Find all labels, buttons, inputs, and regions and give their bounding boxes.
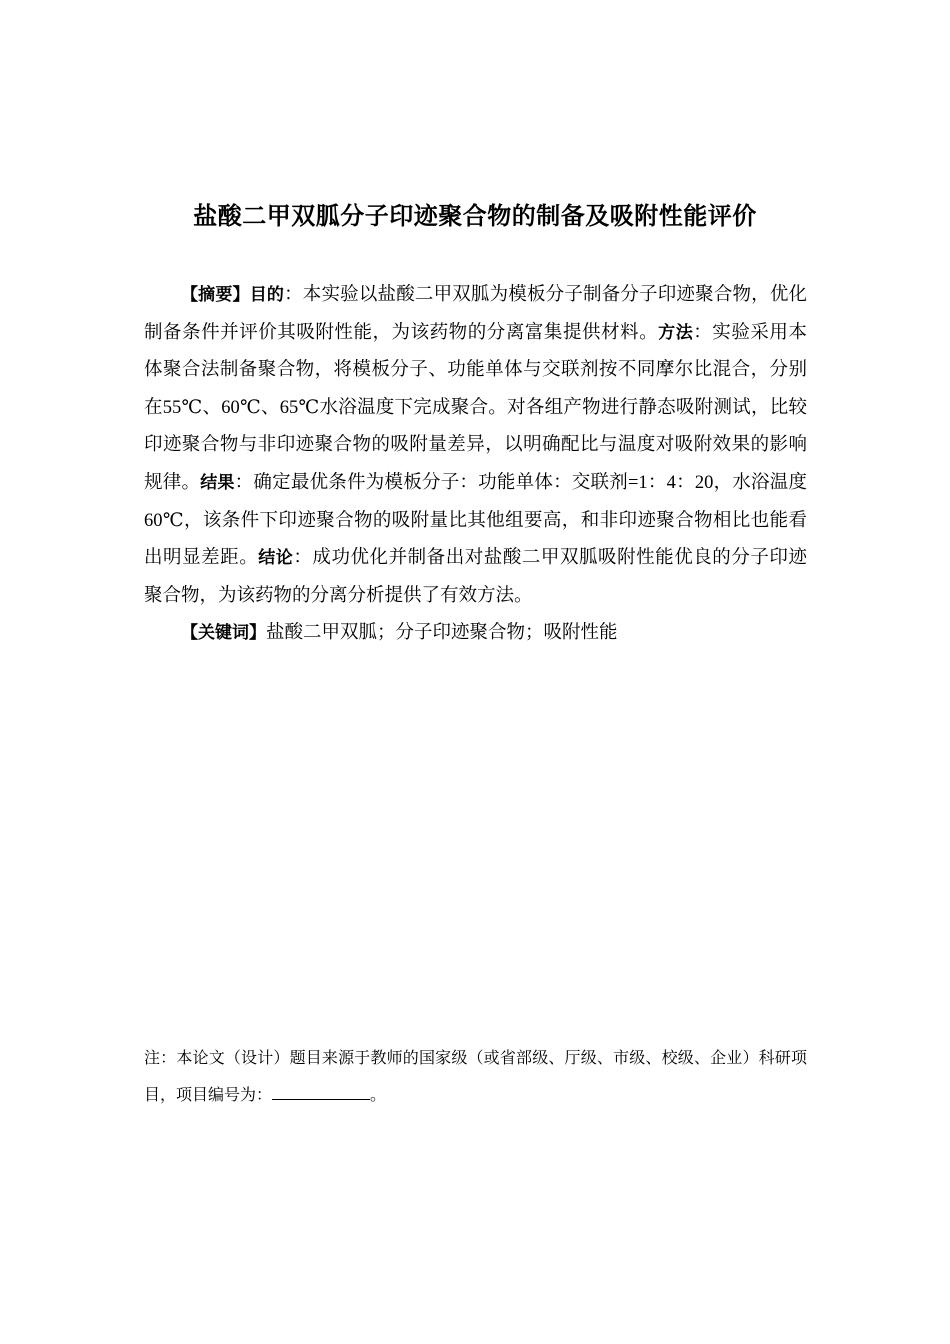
objective-text: 本实验以盐酸二甲双胍为模板分子制备分子印迹聚合物，优化制备条件并评价其吸附性能，为该药物的分离富集提供材料。	[144, 285, 808, 343]
conclusion-separator: ：	[293, 548, 313, 569]
result-separator: ：	[234, 472, 254, 493]
abstract-section	[144, 277, 807, 653]
footnote-section	[144, 1040, 807, 1114]
conclusion-label: 结论	[258, 548, 294, 569]
keywords-label: 【关键词】	[181, 623, 266, 644]
footnote-paragraph	[144, 1040, 807, 1114]
method-text: 实验采用本体聚合法制备聚合物，将模板分子、功能单体与交联剂按不同摩尔比混合，分别在55℃、60℃、65℃水浴温度下完成聚合。对各组产物进行静态吸附测试，比较印迹聚合物与非印迹聚合物的吸附量差异，以明确配比与温度对吸附效果的影响规律。	[144, 322, 807, 493]
project-number-blank	[272, 1085, 370, 1100]
abstract-paragraph	[144, 277, 807, 615]
objective-label: 目的	[249, 285, 285, 305]
footnote-end: 。	[370, 1087, 387, 1104]
footnote-text: 注：本论文（设计）题目来源于教师的国家级（或省部级、厅级、市级、校级、企业）科研项目，项目编号为：	[144, 1050, 807, 1104]
method-separator: ：	[693, 322, 713, 343]
result-text: 确定最优条件为模板分子：功能单体：交联剂=1：4：20，水浴温度60℃，该条件下印迹聚合物的吸附量比其他组要高，和非印迹聚合物相比也能看出明显差距。	[144, 472, 807, 569]
conclusion-text: 成功优化并制备出对盐酸二甲双胍吸附性能优良的分子印迹聚合物，为该药物的分离分析提供了有效方法。	[144, 548, 807, 606]
result-label: 结果	[200, 472, 235, 493]
keywords-text: 盐酸二甲双胍；分子印迹聚合物；吸附性能	[266, 623, 618, 644]
method-label: 方法	[658, 322, 694, 343]
keywords-paragraph	[144, 615, 807, 653]
paper-title: 盐酸二甲双胍分子印迹聚合物的制备及吸附性能评价	[193, 202, 757, 230]
abstract-label: 【摘要】	[181, 285, 250, 305]
objective-separator: ：	[284, 285, 303, 305]
